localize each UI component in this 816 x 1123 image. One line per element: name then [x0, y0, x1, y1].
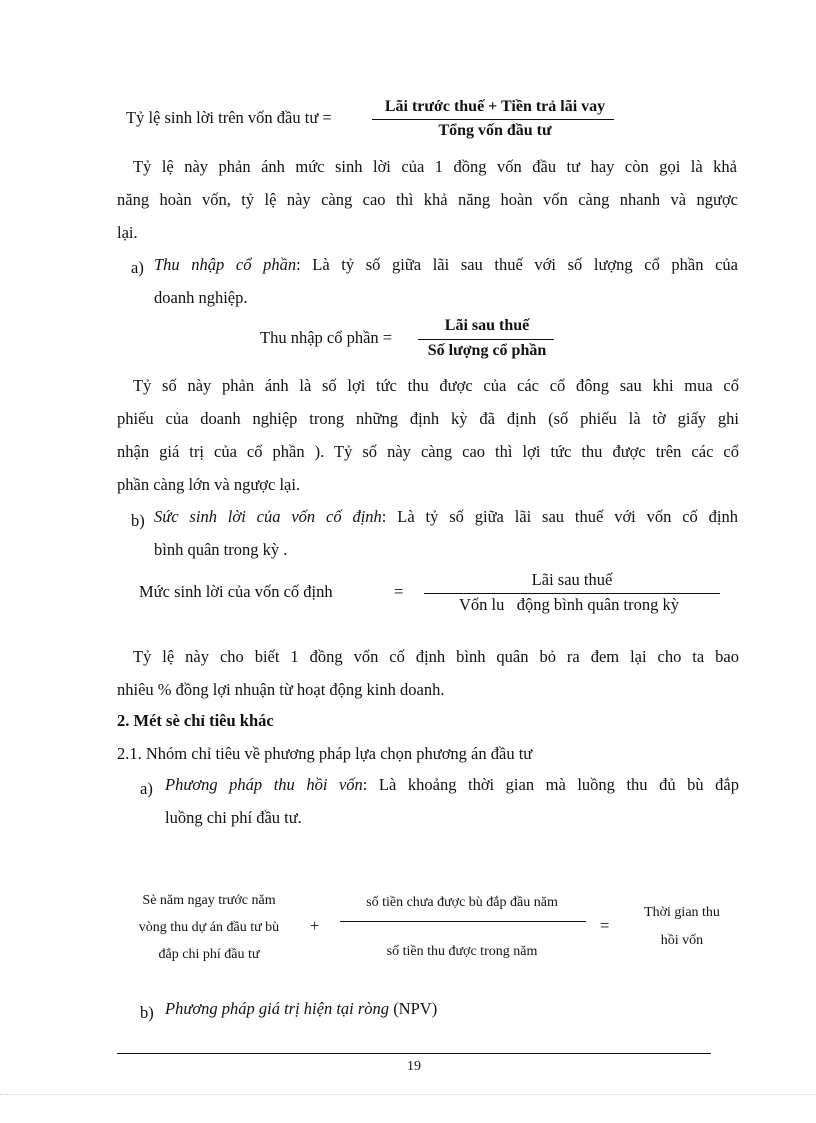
formula4-left-line3: đắp chi phí đầu tư	[158, 947, 260, 962]
footer-rule	[117, 1053, 711, 1054]
item-a2-line1	[165, 777, 739, 794]
formula4-result-line1: Thời gian thu	[644, 905, 720, 920]
formula2-numerator: Lãi sau thuế	[444, 317, 530, 334]
formula2-label: Thu nhập cổ phần =	[260, 328, 393, 347]
item-a2-term: Phương pháp thu hồi vốn	[165, 775, 363, 794]
formula4-fraction-bar	[340, 921, 586, 922]
formula3-label: Mức sinh lời của vốn cố định	[139, 582, 333, 601]
para3-line1: Tỷ lệ này cho biết 1 đồng vốn cố định bình quân bỏ ra đem lại cho ta bao	[133, 647, 739, 666]
formula4-result-line2: hồi vốn	[660, 933, 704, 948]
para2-line2: phiếu của doanh nghiệp trong những định kỳ đã định (số phiếu là tờ giấy ghi	[117, 409, 739, 428]
para3-line2: nhiêu % đồng lợi nhuận từ hoạt động kinh doanh.	[117, 680, 445, 699]
item-a1-line2: doanh nghiệp.	[154, 288, 248, 307]
formula3-fraction-bar	[424, 593, 720, 594]
para2-line1: Tỷ số này phản ánh là số lợi tức thu được của các cổ đông sau khi mua cổ	[133, 376, 739, 395]
item-b1-term: Sức sinh lời của vốn cố định	[154, 507, 382, 526]
item-b2-term: Phương pháp giá trị hiện tại ròng	[165, 999, 390, 1018]
formula4-left-line1: Sè năm ngay trước năm	[142, 893, 276, 908]
formula3-denominator: Vốn lu động bình quân trong kỳ	[459, 595, 679, 614]
para2-line4: phần càng lớn và ngược lại.	[117, 475, 301, 494]
formula1-numerator: Lãi trước thuế + Tiền trả lãi vay	[384, 98, 606, 115]
item-a1-term: Thu nhập cổ phần	[154, 255, 297, 274]
item-a2-line2: luồng chi phí đầu tư.	[165, 808, 302, 827]
formula4-denominator: số tiền thu được trong năm	[386, 944, 538, 959]
para1-line3: lại.	[117, 223, 138, 242]
item-a2-marker: a)	[140, 779, 153, 798]
formula2-fraction-bar	[418, 339, 554, 340]
formula3-numerator: Lãi sau thuế	[531, 570, 613, 589]
item-b1-line1	[154, 509, 738, 526]
formula1-label: Tỷ lệ sinh lời trên vốn đầu tư =	[126, 108, 332, 127]
page-break-dotted-line	[0, 1094, 816, 1095]
para1-line2: năng hoàn vốn, tỷ lệ này càng cao thì khả năng hoàn vốn càng nhanh và ngược	[117, 190, 738, 209]
formula4-equals: =	[600, 916, 610, 935]
item-b1-line2: bình quân trong kỳ .	[154, 540, 288, 559]
page-number: 19	[407, 1059, 421, 1074]
item-a1-marker: a)	[131, 258, 144, 277]
item-b2-marker: b)	[140, 1003, 154, 1022]
item-b2-rest: (NPV)	[389, 999, 438, 1018]
formula4-plus: +	[310, 916, 320, 935]
item-b1-marker: b)	[131, 511, 145, 530]
formula2-denominator: Số lượng cổ phần	[427, 342, 547, 359]
item-b2-line1	[165, 1001, 437, 1018]
formula3-equals: =	[394, 582, 404, 601]
item-a1-line1	[154, 257, 738, 274]
formula4-left-line2: vòng thu dự án đầu tư bù	[138, 920, 280, 935]
item-a1-rest: : Là tỷ số giữa lãi sau thuế với số lượng cổ phần của	[296, 255, 739, 274]
heading-section-2: 2. Mét sè chỉ tiêu khác	[117, 711, 274, 730]
heading-section-2-1: 2.1. Nhóm chỉ tiêu về phương pháp lựa chọn phương án đầu tư	[117, 744, 533, 763]
para2-line3: nhận giá trị của cổ phần ). Tỷ số này càng cao thì lợi tức thu được trên các cổ	[117, 442, 739, 461]
formula1-denominator: Tổng vốn đầu tư	[438, 122, 552, 139]
item-a2-rest: : Là khoảng thời gian mà luồng thu đủ bù đắp	[362, 775, 739, 794]
formula1-fraction-bar	[372, 119, 614, 120]
formula4-numerator: số tiền chưa được bù đắp đầu năm	[366, 895, 558, 910]
item-b1-rest: : Là tỷ số giữa lãi sau thuế với vốn cố định	[381, 507, 738, 526]
para1-line1: Tỷ lệ này phản ánh mức sinh lời của 1 đồng vốn đầu tư hay còn gọi là khả	[133, 157, 737, 176]
